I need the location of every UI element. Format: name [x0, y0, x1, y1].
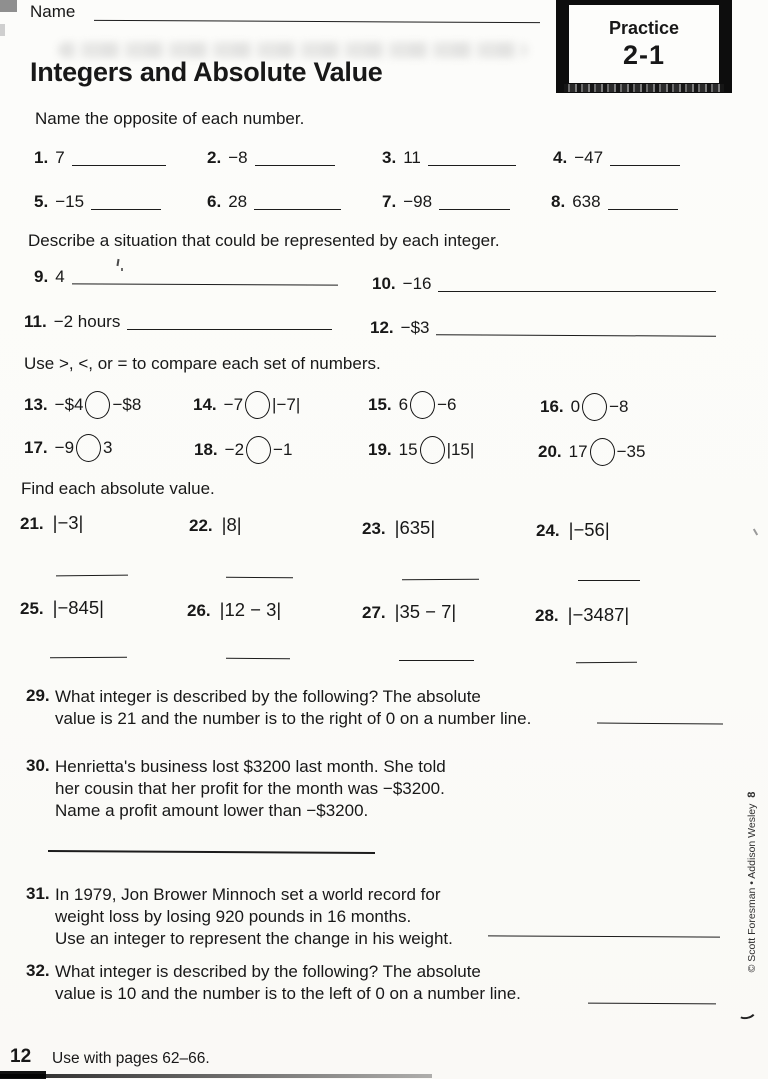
scan-artifact	[116, 259, 119, 266]
problem-number: 24.	[536, 521, 560, 540]
left-value: −$4	[54, 395, 84, 414]
problem-number: 8.	[551, 192, 566, 211]
right-value: −$8	[112, 395, 142, 414]
problem-number: 18.	[194, 440, 218, 459]
problem-12	[370, 318, 716, 338]
problem-30-number: 30.	[26, 756, 50, 775]
problem-32-text	[55, 961, 521, 1005]
practice-badge-texture	[564, 84, 724, 92]
problem-number: 4.	[553, 148, 568, 167]
answer-blank	[226, 658, 290, 659]
answer-blank	[255, 163, 335, 166]
right-value: −1	[273, 440, 293, 459]
copyright-margin	[746, 767, 758, 997]
right-value: 3	[103, 438, 113, 457]
problem-22	[189, 514, 242, 536]
answer-blank	[436, 332, 716, 336]
problem-number: 26.	[187, 601, 211, 620]
comparison-circle	[76, 434, 101, 462]
problem-expression: |−3|	[52, 512, 84, 533]
answer-blank	[608, 207, 678, 210]
problem-expression: |8|	[221, 514, 242, 535]
page-number: 12	[10, 1046, 32, 1067]
left-value: −2	[224, 440, 245, 459]
name-blank-line	[94, 20, 540, 23]
instruction-compare: Use >, <, or = to compare each set of numbers.	[24, 354, 381, 373]
instruction-situations: Describe a situation that could be represented by each integer.	[28, 231, 500, 250]
problem-expression: 28	[228, 192, 248, 211]
answer-blank	[72, 281, 338, 285]
answer-blank	[399, 660, 474, 661]
problem-number: 16.	[540, 397, 564, 416]
answer-blank	[402, 579, 479, 581]
comparison-circle	[420, 436, 445, 464]
name-label: Name	[30, 2, 76, 21]
practice-label: Practice	[608, 17, 680, 38]
right-value: |−7|	[272, 395, 301, 414]
problem-24	[536, 519, 610, 541]
answer-blank	[48, 850, 375, 854]
problem-number: 7.	[382, 192, 397, 211]
problem-expression: 4	[55, 267, 65, 286]
problem-number: 25.	[20, 599, 44, 618]
answer-blank	[438, 289, 716, 292]
problem-number: 13.	[24, 395, 48, 414]
answer-blank	[254, 207, 341, 210]
answer-blank	[91, 207, 161, 210]
problem-number: 15.	[368, 395, 392, 414]
problem-number: 22.	[189, 516, 213, 535]
problem-9	[34, 267, 338, 287]
text-line: Name a profit amount lower than −$3200.	[55, 801, 369, 820]
scan-artifact	[0, 24, 5, 36]
problem-expression: −98	[403, 192, 433, 211]
problem-number: 21.	[20, 514, 44, 533]
problem-14	[193, 391, 300, 419]
answer-blank	[56, 575, 128, 577]
right-value: −6	[437, 395, 457, 414]
problem-26	[187, 599, 281, 621]
grade-number: 8	[746, 791, 758, 798]
practice-number: 2-1	[622, 39, 666, 70]
page-title: Integers and Absolute Value	[30, 57, 383, 87]
problem-expression: |−3487|	[567, 604, 630, 625]
answer-blank	[576, 662, 637, 664]
copyright-text: © Scott Foresman • Addison Wesley	[746, 803, 758, 973]
problem-2	[207, 148, 335, 168]
answer-blank	[50, 657, 127, 659]
problem-expression: |12 − 3|	[219, 599, 282, 620]
answer-blank	[578, 580, 640, 581]
answer-blank	[588, 1003, 716, 1005]
problem-29-text	[55, 686, 531, 730]
answer-blank	[488, 935, 720, 937]
right-value: −8	[609, 397, 629, 416]
text-line: What integer is described by the following? The absolute	[55, 687, 481, 706]
footer-note: Use with pages 62–66.	[52, 1050, 210, 1067]
problem-number: 17.	[24, 438, 48, 457]
problem-30-text	[55, 756, 446, 822]
answer-blank	[428, 163, 516, 166]
problem-expression: |−845|	[52, 597, 104, 618]
text-line: Henrietta's business lost $3200 last month. She told	[55, 757, 446, 776]
problem-13	[24, 391, 141, 419]
problem-31-number: 31.	[26, 884, 50, 903]
problem-expression: −15	[55, 192, 85, 211]
comparison-circle	[245, 391, 270, 419]
problem-number: 14.	[193, 395, 217, 414]
problem-7	[382, 192, 510, 212]
problem-6	[207, 192, 341, 212]
right-value: |15|	[446, 440, 475, 459]
comparison-circle	[590, 438, 615, 466]
problem-expression: 7	[55, 148, 65, 167]
problem-5	[34, 192, 161, 212]
problem-number: 28.	[535, 606, 559, 625]
right-value: −35	[616, 442, 646, 461]
text-line: her cousin that her profit for the month was −$3200.	[55, 779, 445, 798]
comparison-circle	[246, 436, 271, 464]
left-value: −7	[223, 395, 244, 414]
problem-11	[24, 312, 332, 332]
comparison-circle	[582, 393, 607, 421]
problem-expression: −47	[574, 148, 604, 167]
instruction-opposites: Name the opposite of each number.	[35, 109, 305, 128]
comparison-circle	[410, 391, 435, 419]
problem-number: 11.	[24, 312, 47, 331]
scan-artifact	[736, 1004, 757, 1021]
problem-18	[194, 436, 292, 464]
problem-25	[20, 597, 104, 619]
problem-19	[368, 436, 474, 464]
answer-blank	[127, 327, 332, 330]
answer-blank	[72, 163, 166, 166]
scan-artifact	[753, 528, 758, 535]
problem-21	[20, 512, 83, 534]
problem-number: 5.	[34, 192, 49, 211]
problem-number: 2.	[207, 148, 222, 167]
answer-blank	[597, 723, 723, 725]
problem-number: 20.	[538, 442, 562, 461]
problem-16	[540, 393, 629, 421]
problem-number: 1.	[34, 148, 49, 167]
left-value: −9	[54, 438, 75, 457]
problem-expression: 11	[403, 148, 421, 167]
problem-number: 12.	[370, 318, 394, 337]
problem-expression: −2 hours	[53, 312, 121, 331]
problem-23	[362, 517, 435, 539]
text-line: value is 10 and the number is to the left of 0 on a number line.	[55, 984, 521, 1003]
problem-15	[368, 391, 457, 419]
answer-blank	[226, 577, 293, 578]
text-line: In 1979, Jon Brower Minnoch set a world record for	[55, 885, 441, 904]
problem-expression: |35 − 7|	[394, 601, 457, 622]
problem-32-number: 32.	[26, 961, 50, 980]
scan-artifact	[0, 1074, 432, 1078]
text-line: Use an integer to represent the change in his weight.	[55, 929, 453, 948]
problem-number: 6.	[207, 192, 222, 211]
scan-ghost-text	[58, 42, 528, 58]
problem-expression: −$3	[400, 318, 430, 337]
answer-blank	[439, 207, 510, 210]
problem-expression: −16	[402, 274, 432, 293]
answer-blank	[610, 163, 680, 166]
left-value: 6	[398, 395, 409, 414]
problem-28	[535, 604, 629, 626]
problem-1	[34, 148, 166, 168]
problem-number: 19.	[368, 440, 392, 459]
left-value: 15	[398, 440, 418, 459]
problem-number: 9.	[34, 267, 49, 286]
practice-badge-inner	[569, 5, 719, 83]
instruction-absolute: Find each absolute value.	[21, 479, 215, 498]
scan-artifact	[0, 0, 17, 12]
problem-29-number: 29.	[26, 686, 50, 705]
problem-expression: |−56|	[568, 519, 610, 540]
problem-31-text	[55, 884, 453, 950]
problem-number: 27.	[362, 603, 386, 622]
problem-8	[551, 192, 678, 212]
problem-27	[362, 601, 456, 623]
problem-expression: |635|	[394, 517, 436, 538]
problem-expression: −8	[228, 148, 248, 167]
left-value: 17	[568, 442, 588, 461]
problem-10	[372, 274, 716, 294]
left-value: 0	[570, 397, 581, 416]
problem-20	[538, 438, 645, 466]
problem-number: 10.	[372, 274, 396, 293]
comparison-circle	[85, 391, 110, 419]
problem-number: 3.	[382, 148, 397, 167]
problem-17	[24, 434, 113, 462]
problem-expression: 638	[572, 192, 601, 211]
text-line: What integer is described by the following? The absolute	[55, 962, 481, 981]
problem-4	[553, 148, 680, 168]
text-line: weight loss by losing 920 pounds in 16 months.	[55, 907, 412, 926]
practice-badge	[556, 0, 732, 93]
text-line: value is 21 and the number is to the right of 0 on a number line.	[55, 709, 532, 728]
problem-3	[382, 148, 516, 168]
problem-number: 23.	[362, 519, 386, 538]
